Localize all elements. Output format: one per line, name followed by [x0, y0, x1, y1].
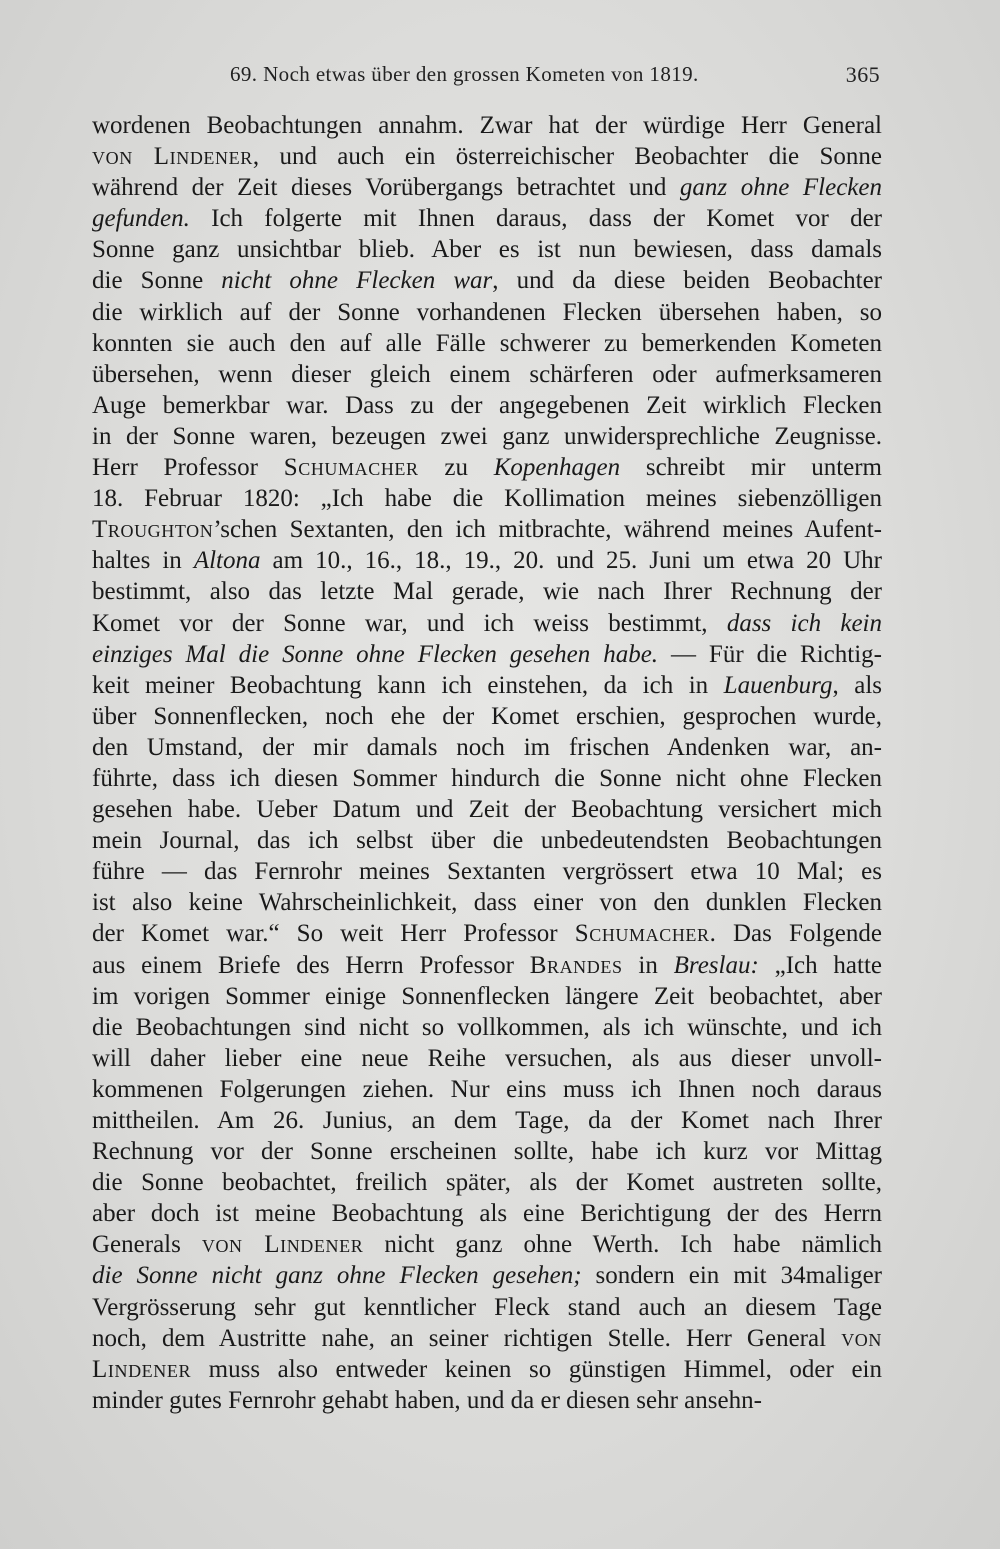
text-segment: in der Sonne waren, bezeugen zwei ganz unwidersprechliche Zeugnisse.	[92, 422, 882, 450]
text-line	[92, 1198, 882, 1229]
text-line	[92, 1385, 882, 1416]
text-line	[92, 1074, 882, 1105]
text-line	[92, 639, 882, 670]
italic-text: Lauenburg	[723, 671, 833, 699]
text-segment: am 10., 16., 18., 19., 20. und 25. Juni um etwa 20 Uhr	[260, 547, 883, 575]
text-segment: muss also entweder keinen so günstigen Himmel, oder ein	[191, 1355, 882, 1383]
text-line	[92, 1012, 882, 1043]
chapter-title: 69. Noch etwas über den grossen Kometen von 1819.	[230, 62, 699, 86]
body-text	[92, 110, 882, 1416]
text-line	[92, 1229, 882, 1260]
text-segment: , und auch ein österreichischer Beobachter die Sonne	[252, 143, 882, 171]
text-line	[92, 172, 882, 203]
text-segment: im vorigen Sommer einige Sonnenflecken längere Zeit beobachtet, aber	[92, 982, 882, 1010]
text-segment: mittheilen. Am 26. Junius, an dem Tage, da der Komet nach Ihrer	[92, 1107, 882, 1134]
text-segment: Sonne ganz unsichtbar blieb. Aber es ist nun bewiesen, dass damals	[92, 236, 882, 264]
text-segment: sondern ein mit 34maliger	[581, 1262, 882, 1290]
text-segment: — Für die Richtig-	[658, 640, 882, 668]
text-segment: aus einem Briefe des Herrn Professor	[92, 951, 530, 979]
small-caps-name: Troughton	[92, 516, 214, 544]
text-line	[92, 701, 882, 732]
italic-text: Altona	[193, 547, 261, 575]
text-segment: gesehen habe. Ueber Datum und Zeit der Beobachtung versichert mich	[92, 796, 882, 824]
text-line	[92, 1136, 882, 1167]
text-line	[92, 918, 882, 949]
text-line	[92, 1105, 882, 1136]
text-segment: konnten sie auch den auf alle Fälle schwerer zu bemerkenden Kometen	[92, 329, 882, 357]
small-caps-name: von Lindener	[92, 143, 253, 171]
text-line	[92, 328, 882, 359]
text-segment: keit meiner Beobachtung kann ich einstehen, da ich in	[92, 671, 724, 699]
text-line	[92, 1167, 882, 1198]
text-segment: die Sonne beobachtet, freilich später, als der Komet austreten sollte,	[92, 1169, 882, 1197]
small-caps-name: Schumacher	[283, 454, 419, 482]
text-segment: schreibt mir unterm	[620, 454, 883, 482]
text-segment: Rechnung vor der Sonne erscheinen sollte, habe ich kurz vor Mittag	[92, 1138, 882, 1166]
text-segment: ’schen Sextanten, den ich mitbrachte, während meines Aufent-	[213, 516, 882, 544]
italic-text: die Sonne nicht ganz ohne Flecken gesehen;	[92, 1262, 582, 1290]
text-segment: , und da diese beiden Beobachter	[492, 267, 883, 295]
page-number: 365	[845, 62, 880, 87]
text-line	[92, 203, 882, 234]
text-segment: Generals	[92, 1231, 202, 1259]
text-line	[92, 265, 882, 296]
text-segment: über Sonnenflecken, noch ehe der Komet erschien, gesprochen wurde,	[92, 702, 882, 730]
text-line	[92, 576, 882, 607]
small-caps-name: Lindener	[92, 1355, 192, 1383]
text-line	[92, 1260, 882, 1291]
text-segment: ist also keine Wahrscheinlichkeit, dass einer von den dunklen Flecken	[92, 889, 882, 917]
text-segment: haltes in	[92, 547, 194, 575]
text-line	[92, 390, 882, 421]
text-segment: Herr Professor	[92, 454, 284, 482]
text-segment: die wirklich auf der Sonne vorhandenen Flecken übersehen haben, so	[92, 298, 882, 326]
text-line	[92, 421, 882, 452]
text-segment: aber doch ist meine Beobachtung als eine Berichtigung der des Herrn	[92, 1200, 882, 1228]
text-segment: wordenen Beobachtungen annahm. Zwar hat der würdige Herr General	[92, 112, 882, 139]
text-segment: führte, dass ich diesen Sommer hindurch die Sonne nicht ohne Flecken	[92, 764, 882, 792]
text-segment: zu	[418, 454, 494, 482]
text-segment: Ich folgerte mit Ihnen daraus, dass der Komet vor der	[189, 205, 882, 233]
text-line	[92, 950, 882, 981]
text-line	[92, 545, 882, 576]
italic-text: nicht ohne Flecken war	[221, 267, 493, 295]
text-segment: Auge bemerkbar war. Dass zu der angegebenen Zeit wirklich Flecken	[92, 391, 882, 419]
text-line	[92, 981, 882, 1012]
text-segment: will daher lieber eine neue Reihe versuchen, als aus dieser unvoll-	[92, 1044, 882, 1072]
small-caps-name: von	[841, 1324, 882, 1352]
italic-text: dass ich kein	[726, 609, 883, 637]
text-line	[92, 452, 882, 483]
text-segment: minder gutes Fernrohr gehabt haben, und da er diesen sehr ansehn-	[92, 1386, 762, 1414]
italic-text: Breslau:	[673, 951, 759, 979]
text-line	[92, 763, 882, 794]
text-line	[92, 732, 882, 763]
text-line	[92, 141, 882, 172]
text-line	[92, 110, 882, 141]
text-line	[92, 825, 882, 856]
text-line	[92, 483, 882, 514]
text-segment: Komet vor der Sonne war, und ich weiss bestimmt,	[92, 609, 727, 637]
text-line	[92, 887, 882, 918]
text-segment: übersehen, wenn dieser gleich einem schärferen oder aufmerksameren	[92, 360, 882, 388]
text-line	[92, 1354, 882, 1385]
text-segment: die Sonne	[92, 267, 222, 295]
text-line	[92, 234, 882, 265]
text-segment: . Das Folgende	[709, 920, 882, 948]
text-line	[92, 670, 882, 701]
text-segment: die Beobachtungen sind nicht so vollkommen, als ich wünschte, und ich	[92, 1013, 882, 1041]
text-segment: kommenen Folgerungen ziehen. Nur eins muss ich Ihnen noch daraus	[92, 1075, 882, 1103]
text-line	[92, 1043, 882, 1074]
italic-text: Kopenhagen	[493, 454, 621, 482]
text-line	[92, 297, 882, 328]
text-line	[92, 1292, 882, 1323]
small-caps-name: Schumacher	[574, 920, 710, 948]
text-segment: während der Zeit dieses Vorübergangs betrachtet und	[92, 174, 680, 202]
text-segment: in	[622, 951, 674, 979]
text-line	[92, 1323, 882, 1354]
text-line	[92, 794, 882, 825]
text-segment: den Umstand, der mir damals noch im frischen Andenken war, an-	[92, 733, 882, 761]
text-segment: , als	[832, 671, 883, 699]
small-caps-name: Brandes	[529, 951, 623, 979]
running-header	[230, 62, 880, 92]
italic-text: gefunden.	[92, 205, 190, 233]
small-caps-name: von Lindener	[201, 1231, 364, 1259]
text-line	[92, 856, 882, 887]
text-segment: bestimmt, also das letzte Mal gerade, wie nach Ihrer Rechnung der	[92, 578, 882, 606]
italic-text: einziges Mal die Sonne ohne Flecken gesehen habe.	[92, 640, 659, 668]
text-segment: „Ich hatte	[758, 951, 883, 979]
text-segment: nicht ganz ohne Werth. Ich habe nämlich	[363, 1231, 882, 1259]
text-segment: der Komet war.“ So weit Herr Professor	[92, 920, 575, 948]
text-segment: führe — das Fernrohr meines Sextanten vergrössert etwa 10 Mal; es	[92, 858, 882, 886]
text-line	[92, 359, 882, 390]
text-segment: noch, dem Austritte nahe, an seiner richtigen Stelle. Herr General	[92, 1324, 842, 1352]
italic-text: ganz ohne Flecken	[679, 174, 882, 202]
text-line	[92, 514, 882, 545]
text-line	[92, 608, 882, 639]
text-segment: 18. Februar 1820: „Ich habe die Kollimation meines siebenzölligen	[92, 485, 882, 513]
text-segment: Vergrösserung sehr gut kenntlicher Fleck stand auch an diesem Tage	[92, 1293, 882, 1321]
text-segment: mein Journal, das ich selbst über die unbedeutendsten Beobachtungen	[92, 827, 882, 855]
